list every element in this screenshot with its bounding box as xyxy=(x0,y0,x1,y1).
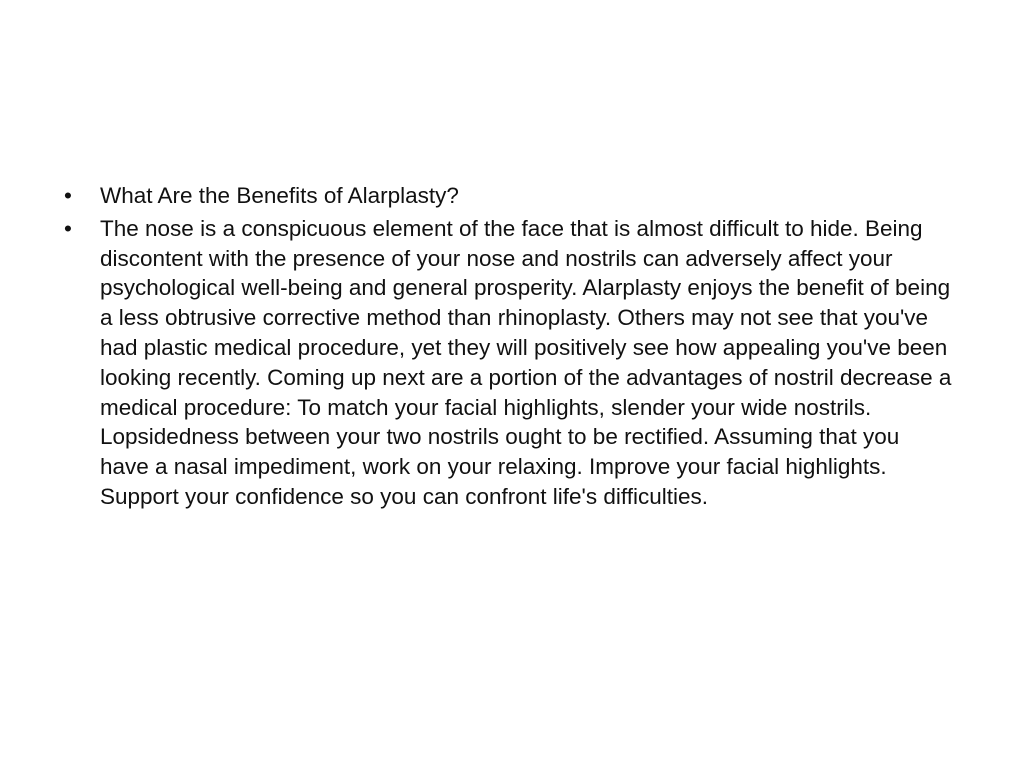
bullet-item-heading xyxy=(62,181,952,211)
bullet-mark: • xyxy=(64,215,72,241)
bullet-text-body: The nose is a conspicuous element of the face that is almost difficult to hide. Being discontent with the presence of your nose and nostrils can adversely affect your psychological well-being and general prosperity. Alarplasty enjoys the benefit of being a less obtrusive corrective method than rhinoplasty. Others may not see that you've had plastic medical procedure, yet they will positively see how appealing you've been looking recently. Coming up next are a portion of the advantages of nostril decrease a medical procedure: To match your facial highlights, slender your wide nostrils. Lopsidedness between your two nostrils ought to be rectified. Assuming that you have a nasal impediment, work on your relaxing. Improve your facial highlights. Support your confidence so you can confront life's difficulties. xyxy=(100,215,952,509)
bullet-text-heading: What Are the Benefits of Alarplasty? xyxy=(100,183,459,208)
bullet-mark: • xyxy=(64,183,72,208)
bullet-item-body xyxy=(62,214,952,512)
bullet-list xyxy=(62,181,952,515)
